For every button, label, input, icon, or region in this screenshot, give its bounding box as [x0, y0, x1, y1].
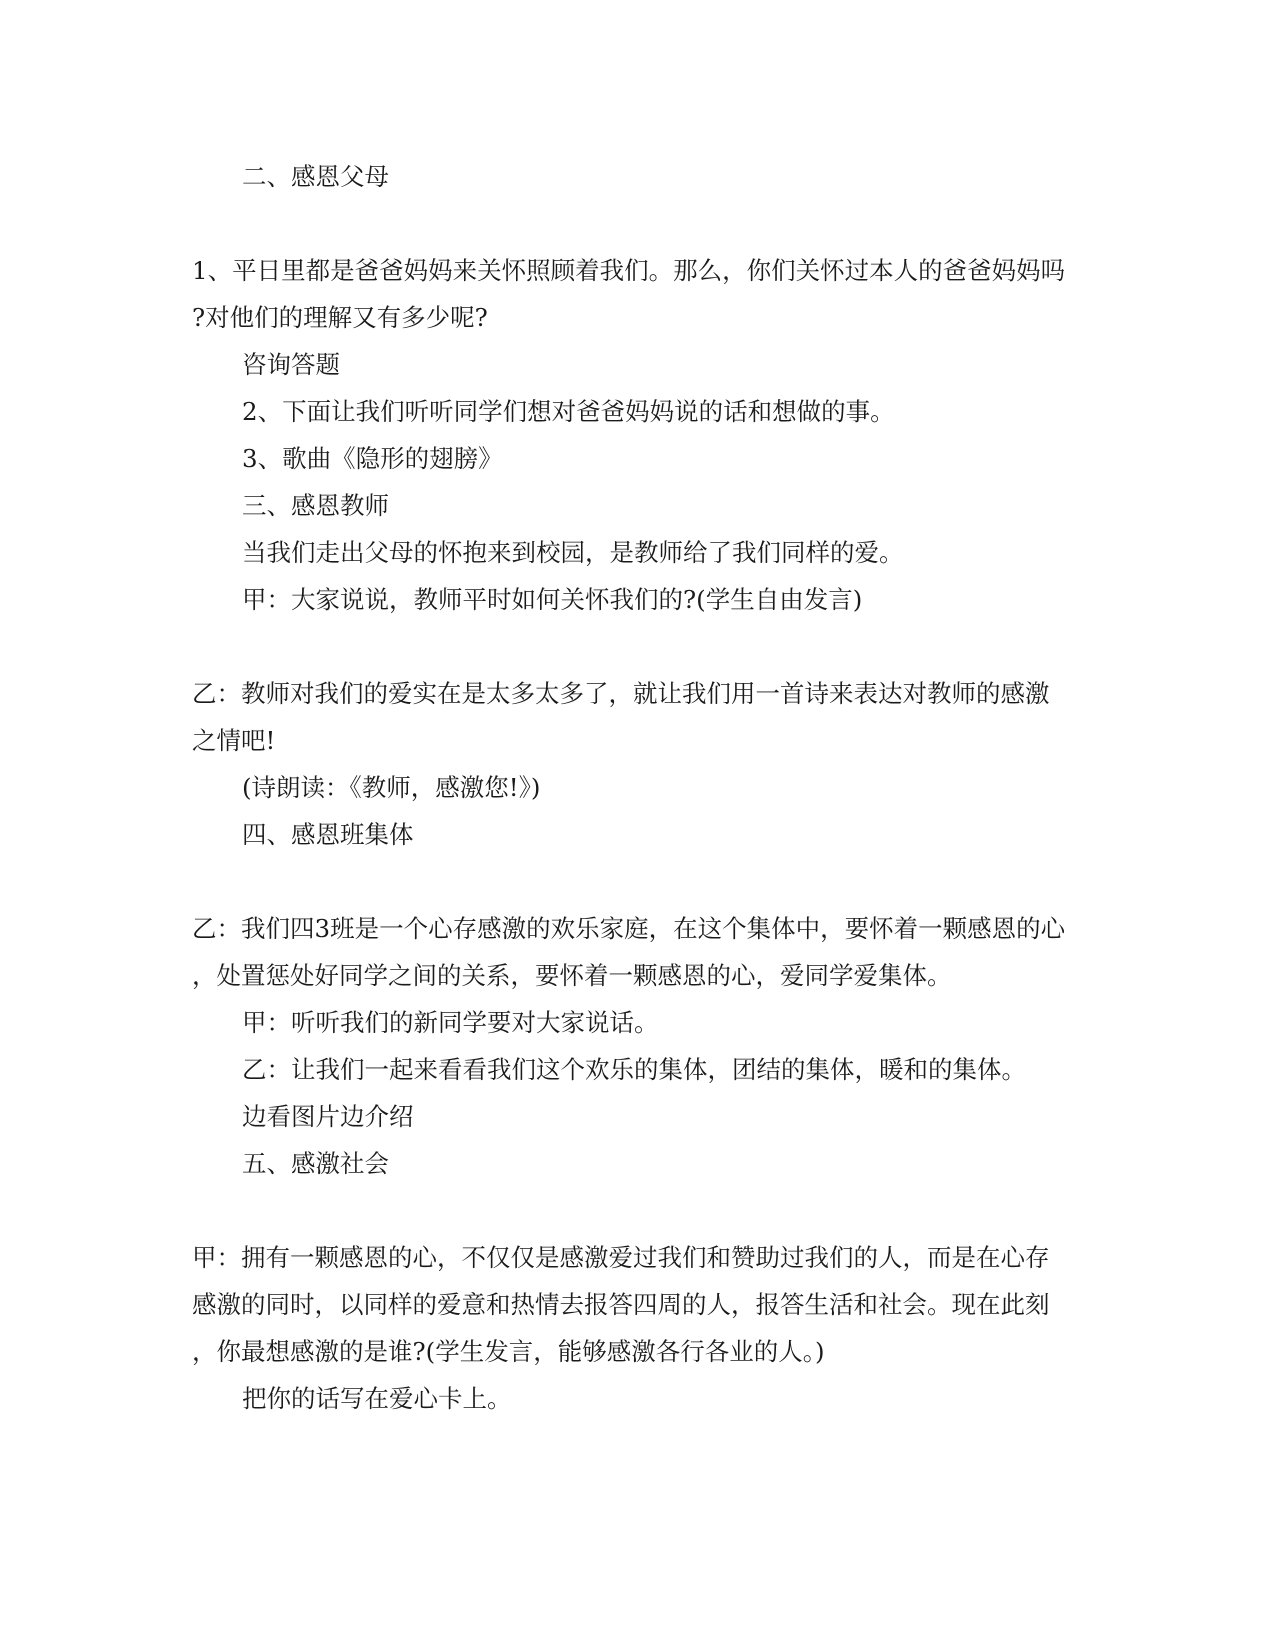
paragraph-line: 1、平日里都是爸爸妈妈来关怀照顾着我们。那么，你们关怀过本人的爸爸妈妈吗	[192, 256, 1066, 285]
section-heading-teachers: 三、感恩教师	[242, 491, 389, 520]
paragraph-line: ，处置惩处好同学之间的关系，要怀着一颗感恩的心，爱同学爱集体。	[192, 961, 952, 990]
paragraph-line: 乙：教师对我们的爱实在是太多太多了，就让我们用一首诗来表达对教师的感激	[192, 679, 1050, 708]
paragraph-line: 甲：听听我们的新同学要对大家说话。	[242, 1008, 659, 1037]
section-heading-society: 五、感激社会	[242, 1149, 389, 1178]
paragraph-line: 当我们走出父母的怀抱来到校园，是教师给了我们同样的爱。	[242, 538, 904, 567]
paragraph-line: ，你最想感激的是谁?(学生发言，能够感激各行各业的人。)	[192, 1337, 825, 1366]
paragraph-line: 2、下面让我们听听同学们想对爸爸妈妈说的话和想做的事。	[242, 397, 895, 426]
paragraph-line: 乙：我们四3班是一个心存感激的欢乐家庭，在这个集体中，要怀着一颗感恩的心	[192, 914, 1066, 943]
paragraph-line: 把你的话写在爱心卡上。	[242, 1384, 512, 1413]
paragraph-line: 甲：大家说说，教师平时如何关怀我们的?(学生自由发言)	[242, 585, 863, 614]
paragraph-line: 之情吧!	[192, 726, 276, 755]
section-heading-class: 四、感恩班集体	[242, 820, 414, 849]
paragraph-line: ?对他们的理解又有多少呢?	[192, 303, 488, 332]
paragraph-line: 边看图片边介绍	[242, 1102, 414, 1131]
paragraph-line: 甲：拥有一颗感恩的心，不仅仅是感激爱过我们和赞助过我们的人，而是在心存	[192, 1243, 1050, 1272]
paragraph-line: (诗朗读：《教师，感激您!》)	[242, 773, 541, 802]
paragraph-line: 感激的同时，以同样的爱意和热情去报答四周的人，报答生活和社会。现在此刻	[192, 1290, 1050, 1319]
section-heading-parents: 二、感恩父母	[242, 162, 389, 191]
paragraph-line: 咨询答题	[242, 350, 340, 379]
paragraph-line: 乙：让我们一起来看看我们这个欢乐的集体，团结的集体，暖和的集体。	[242, 1055, 1026, 1084]
paragraph-line: 3、歌曲《隐形的翅膀》	[242, 444, 503, 473]
